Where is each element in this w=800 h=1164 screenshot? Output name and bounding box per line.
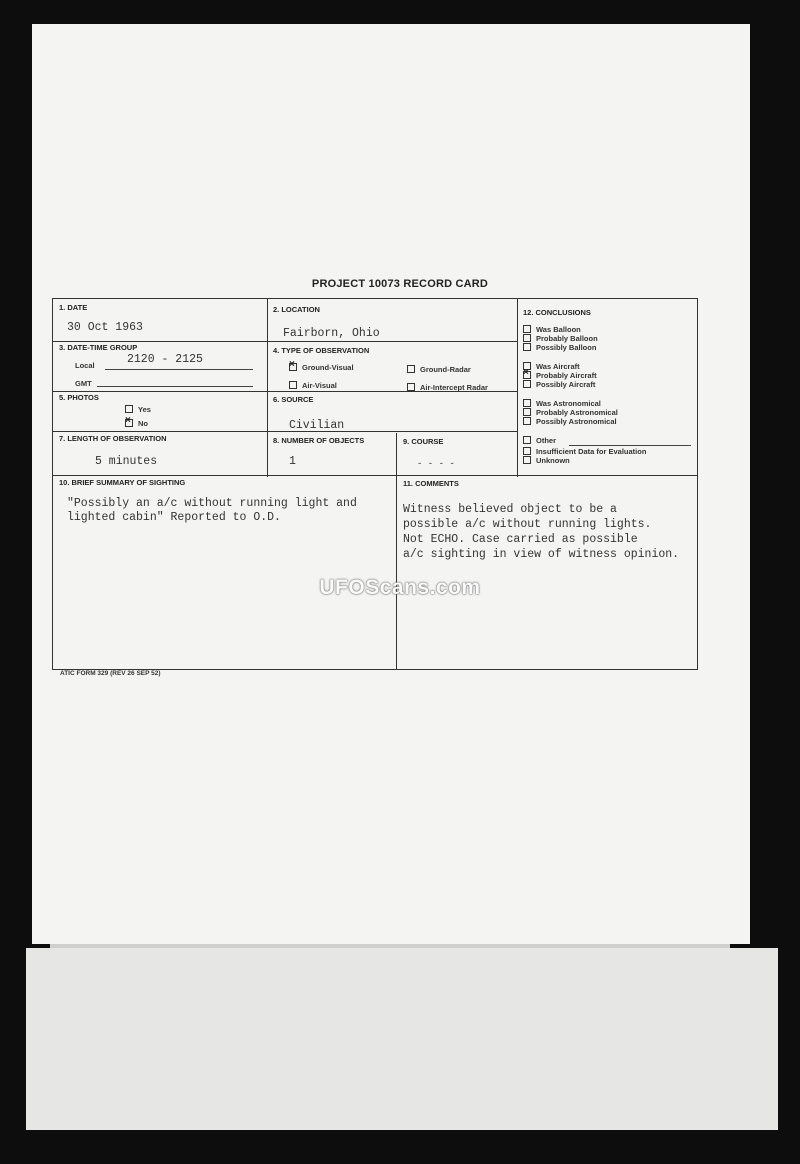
photos-label: 5. PHOTOS (59, 393, 99, 402)
length-value: 5 minutes (95, 455, 158, 468)
summary-label: 10. BRIEF SUMMARY OF SIGHTING (59, 478, 186, 487)
lower-scan-area (26, 948, 778, 1130)
comments-line: a/c sighting in view of witness opinion. (403, 548, 680, 561)
conclusion-item: Possibly Aircraft (523, 380, 595, 389)
photos-no: ×No (125, 419, 148, 428)
comments-line: Witness believed object to be a (403, 503, 617, 516)
num-objects-value: 1 (289, 455, 296, 468)
divider (53, 431, 517, 432)
divider (396, 433, 397, 669)
length-label: 7. LENGTH OF OBSERVATION (59, 434, 167, 443)
conclusion-item-checked: ×Probably Aircraft (523, 371, 597, 380)
conclusion-item: Possibly Balloon (523, 343, 596, 352)
conclusion-item: Unknown (523, 456, 570, 465)
summary-line: "Possibly an a/c without running light and (67, 497, 357, 510)
checkbox-icon (407, 365, 415, 373)
source-label: 6. SOURCE (273, 395, 314, 404)
checkbox-icon (523, 456, 531, 464)
conclusion-item: Probably Astronomical (523, 408, 618, 417)
dtg-label: 3. DATE-TIME GROUP (59, 343, 138, 352)
obs-ground-visual: ×Ground-Visual (289, 363, 354, 372)
location-value: Fairborn, Ohio (283, 327, 380, 340)
divider (517, 299, 518, 477)
conclusion-item: Other (523, 436, 556, 445)
checkbox-icon (523, 436, 531, 444)
record-card (52, 298, 698, 670)
checkbox-icon (125, 405, 133, 413)
form-id: ATIC FORM 329 (REV 26 SEP 52) (60, 670, 161, 677)
divider (53, 475, 697, 476)
conclusions-label: 12. CONCLUSIONS (523, 308, 591, 317)
summary-line: lighted cabin" Reported to O.D. (67, 511, 281, 524)
comments-label: 11. COMMENTS (403, 479, 459, 488)
divider (53, 341, 517, 342)
obs-type-label: 4. TYPE OF OBSERVATION (273, 346, 370, 355)
conclusion-item: Insufficient Data for Evaluation (523, 447, 646, 456)
checkbox-icon (523, 408, 531, 416)
conclusion-item: Was Balloon (523, 325, 581, 334)
gmt-label: GMT (75, 379, 92, 388)
checkbox-icon (523, 380, 531, 388)
checkbox-icon (407, 383, 415, 391)
num-objects-label: 8. NUMBER OF OBJECTS (273, 436, 365, 445)
local-label: Local (75, 361, 95, 370)
checkbox-icon (523, 417, 531, 425)
checkbox-icon (523, 399, 531, 407)
checkbox-icon (523, 334, 531, 342)
comments-line: possible a/c without running lights. (403, 518, 652, 531)
local-underline (105, 369, 253, 370)
watermark: UFOScans.com (319, 576, 481, 599)
checked-box-icon (125, 419, 133, 427)
location-label: 2. LOCATION (273, 305, 320, 314)
comments-line: Not ECHO. Case carried as possible (403, 533, 638, 546)
other-underline (569, 445, 691, 446)
obs-air-intercept: Air-Intercept Radar (407, 383, 488, 392)
checkbox-icon (523, 447, 531, 455)
checkbox-icon (289, 381, 297, 389)
course-label: 9. COURSE (403, 437, 444, 446)
gmt-underline (97, 386, 253, 387)
checkbox-icon (523, 325, 531, 333)
source-value: Civilian (289, 419, 345, 432)
checked-box-icon (523, 371, 531, 379)
checked-box-icon (289, 363, 297, 371)
course-value: - - - - (417, 459, 455, 469)
conclusion-item: Was Astronomical (523, 399, 601, 408)
conclusion-item: Probably Balloon (523, 334, 598, 343)
divider (267, 299, 268, 477)
obs-air-visual: Air-Visual (289, 381, 337, 390)
conclusion-item: Was Aircraft (523, 362, 580, 371)
conclusion-item: Possibly Astronomical (523, 417, 617, 426)
date-value: 30 Oct 1963 (67, 321, 143, 334)
date-label: 1. DATE (59, 303, 88, 312)
checkbox-icon (523, 343, 531, 351)
obs-ground-radar: Ground-Radar (407, 365, 471, 374)
card-title: PROJECT 10073 RECORD CARD (311, 278, 489, 290)
photos-yes: Yes (125, 405, 151, 414)
local-value: 2120 - 2125 (127, 353, 203, 366)
